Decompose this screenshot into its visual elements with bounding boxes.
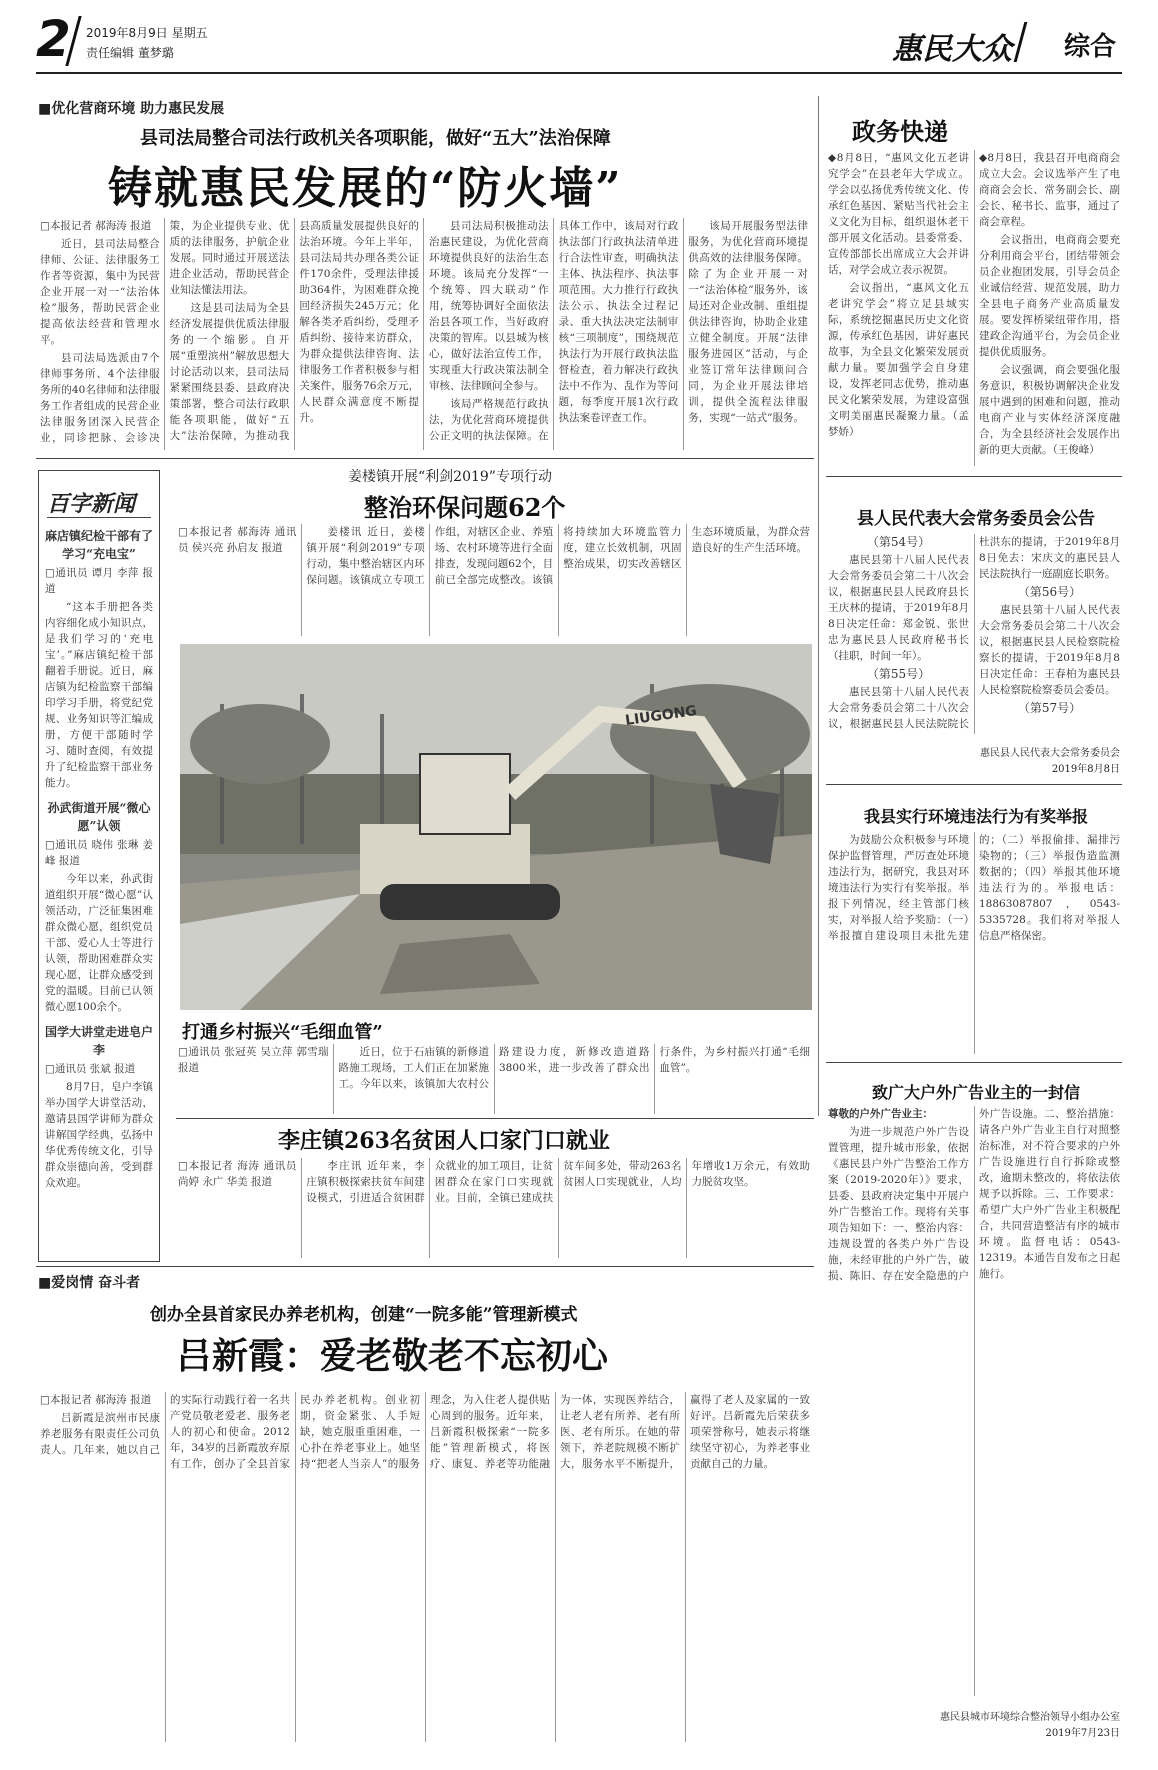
top-para: 该局开展服务型法律服务，为优化营商环境提供高效的法律服务保障。除了为企业开展一对一“法治体检”服务外，该局还对企业改制、重组提供法律咨询，协助企业建立健全制度。开展“法律服务进园区”活动，与企业签订常年法律顾问合同，为企业开展法律培训，提供全流程法律服务，实现“一站式”服务。 <box>688 220 808 424</box>
brief-byline: □通讯员 张斌 报道 <box>45 1063 136 1075</box>
divider <box>826 1062 1122 1063</box>
masthead-rule <box>36 72 1122 74</box>
notice-text: 惠民县第十八届人民代表大会常务委员会第二十八次会议，根据惠民县人民法院院长杜洪东的提请，于2019年8月8日免去：宋庆文的惠民县人民法院执行一庭副庭长职务。 <box>828 536 1120 730</box>
govnews-para: 会议指出，电商商会要充分利用商会平台，团结带领会员企业抱团发展，引导会员企业诚信经营、规范发展，助力全县电子商务产业高质量发展。要发挥桥梁纽带作用，搭建政企沟通平台，为会员企业提供优质服务。 <box>979 234 1120 358</box>
notice-number: （第54号） <box>866 535 931 549</box>
brief-title: 国学大讲堂走进皂户李 <box>45 1025 153 1057</box>
env-title: 整治环保问题62个 <box>364 493 566 522</box>
brief-text: 8月7日，皂户李镇举办国学大讲堂活动，邀请县国学讲师为群众讲解国学经典，弘扬中华优秀传统文化，引导群众崇德向善，受到群众欢迎。 <box>45 1081 153 1189</box>
section-name: 综合 <box>1063 32 1116 62</box>
briefs-header-rule <box>47 517 151 518</box>
report-body <box>828 832 1120 1054</box>
notice-text: 惠民县第十八届人民代表大会常务委员会第二十八次会议，根据惠民县人民检察院检察长的提请，于2019年8月8日决定任命：王春柏为惠民县人民检察院检察委员会委员。 <box>979 604 1120 696</box>
photo-caption-byline: □通讯员 张冠英 吴立萍 郭雪瑞 报道 <box>178 1046 329 1074</box>
top-kicker: 县司法局整合司法行政机关各项职能，做好“五大”法治保障 <box>140 128 611 149</box>
divider <box>36 458 814 459</box>
notice-title: 县人民代表大会常务委员会公告 <box>857 509 1095 529</box>
top-section-label: ■优化营商环境 助力惠民发展 <box>38 101 225 117</box>
divider <box>826 476 1122 477</box>
photo-caption-title: 打通乡村振兴“毛细血管” <box>182 1022 383 1043</box>
govnews-body <box>828 150 1120 466</box>
excavator-photo <box>180 644 812 1010</box>
notice-number: （第56号） <box>1017 585 1082 599</box>
report-text: 为鼓励公众积极参与环境保护监督管理，严厉查处环境违法行为，据研究，我县对环境违法行为实行有奖举报。举报下列情况，经主管部门核实，对举报人给予奖励：（一）举报擅自建设项目未批先建的；（二）举报偷排、漏排污染物的；（三）举报伪造监测数据的；（四）举报其他环境违法行为的。举报电话：18863087807，0543-5335728。我们将对举报人信息严格保密。 <box>828 834 1120 942</box>
brief-text: 今年以来，孙武街道组织开展“微心愿”认领活动，广泛征集困难群众微心愿，组织党员干部、爱心人士等进行认领，帮助困难群众实现心愿，让群众感受到党的温暖。目前已认领微心愿100余个。 <box>45 873 153 1013</box>
env-body <box>178 524 810 636</box>
top-para: 县司法局选派由7个律师事务所、4个法律服务所的40名律师和法律服务工作者组成的民营企业法律服务团深入民营企业，同诊把脉、会诊决策，为企业提供专业、优质的法律服务，护航企业发展。同时通过开展送法进企业活动，帮助民营企业知法懂法用法。 <box>40 220 290 444</box>
letter-salutation: 尊敬的户外广告业主： <box>828 1108 933 1120</box>
env-kicker: 姜楼镇开展“利剑2019”专项行动 <box>348 469 552 485</box>
govnews-title: 政务快递 <box>852 117 948 146</box>
photo-caption-body <box>178 1044 810 1114</box>
brief-title: 麻店镇纪检干部有了学习“充电宝” <box>45 529 153 561</box>
page-number: 2 <box>36 10 71 68</box>
paper-name: 惠民大众 <box>892 32 1012 67</box>
report-title: 我县实行环境违法行为有奖举报 <box>863 807 1088 826</box>
divider <box>176 1118 814 1119</box>
notice-body <box>828 534 1120 734</box>
top-byline: □本报记者 郝海涛 报道 <box>40 220 152 232</box>
env-text: 姜楼讯 近日，姜楼镇开展“利剑2019”专项行动，集中整治辖区内环保问题。该镇成立专项工作组，对辖区企业、养殖场、农村环境等进行全面排查，发现问题62个，目前已全部完成整改。该镇将持续加大环境监管力度，建立长效机制，巩固整治成果，切实改善辖区生态环境质量，为群众营造良好的生产生活环境。 <box>306 526 810 586</box>
notice-number: （第57号） <box>1017 701 1082 715</box>
top-para: 县司法局积极推动法治惠民建设，为优化营商环境提供良好的法治生态环境。该局充分发挥“一个统筹、四大联动”作用，统筹协调好全面依法治县各项工作，当好政府决策的智库。以县城为核心，做好法治宣传工作，实现重大行政决策法制全审核、法律顾问全参与。 <box>428 220 549 392</box>
divider <box>36 1266 814 1267</box>
govnews-para: ◆8月8日，我县召开电商商会成立大会。会议选举产生了电商商会会长、常务副会长、副会长、秘书长、监事，通过了商会章程。 <box>979 152 1120 228</box>
brief-text: “这本手册把各类内容细化成小知识点，是我们学习的‘充电宝’。”麻店镇纪检干部翻着手册说。近日，麻店镇为纪检监察干部编印学习手册，将党纪党规、业务知识等汇编成册，方便干部随时学习、随时查阅，有效提升了纪检监察干部业务能力。 <box>45 601 153 789</box>
briefs-body <box>45 527 153 1251</box>
excavator-brand: LIUGONG <box>624 703 698 729</box>
env-byline: □本报记者 郝海涛 通讯员 侯兴亮 孙启友 报道 <box>178 526 297 554</box>
govnews-para: ◆8月8日，“惠风文化五老讲究学会”在县老年大学成立。学会以弘扬优秀传统文化、传承红色基因、紧贴当代社会主义文化为目标，组织退休老干部开展文化活动。县委常委、宣传部部长出席成立大会并讲话，对学会成立表示祝贺。 <box>828 152 969 276</box>
top-article-body <box>40 218 808 450</box>
divider <box>826 784 1122 785</box>
letter-body <box>828 1106 1120 1696</box>
photo-caption-text: 近日，位于石庙镇的新修道路施工现场，工人们正在加紧施工。今年以来，该镇加大农村公路建设力度，新修改造道路3800米，进一步改善了群众出行条件，为乡村振兴打通“毛细血管”。 <box>338 1046 810 1090</box>
bottom-kicker: 创办全县首家民办养老机构，创建“一院多能”管理新模式 <box>150 1305 578 1325</box>
editor-line: 责任编辑 董梦璐 <box>86 46 174 60</box>
brief-byline: □通讯员 晓伟 张琳 姜峰 报道 <box>45 839 153 867</box>
bottom-text: 吕新霞是滨州市民康养老服务有限责任公司负责人。几年来，她以自己的实际行动践行着一名共产党员敬老爱老、服务老人的初心和使命。2012年，34岁的吕新霞放弃原有工作，创办了全县首家民办养老机构。创业初期，资金紧张、人手短缺，她克服重重困难，一心扑在养老事业上。她坚持“把老人当亲人”的服务理念，为入住老人提供贴心周到的服务。近年来，吕新霞积极探索“一院多能”管理新模式，将医疗、康复、养老等功能融为一体，实现医养结合，让老人老有所养、老有所医、老有所乐。在她的带领下，养老院规模不断扩大，服务水平不断提升，赢得了老人及家属的一致好评。吕新霞先后荣获多项荣誉称号，她表示将继续坚守初心，为养老事业贡献自己的力量。 <box>40 1394 810 1470</box>
top-title: 铸就惠民发展的“防火墙” <box>108 163 623 214</box>
column-divider <box>818 96 819 1116</box>
bottom-section-label: ■爱岗情 奋斗者 <box>38 1275 141 1291</box>
issue-date: 2019年8月9日 星期五 <box>86 26 208 40</box>
poverty-title: 李庄镇263名贫困人口家门口就业 <box>278 1128 610 1154</box>
govnews-para: 会议指出，“惠风文化五老讲究学会”将立足县域实际，系统挖掘惠民历史文化资源，传承红色基因，讲好惠民故事，为全县文化繁荣发展贡献力量。要加强学会自身建设，发挥老同志优势，推动惠民文化繁荣发展，为建设富强文明美丽惠民凝聚力量。（孟梦娇） <box>828 282 969 438</box>
poverty-byline: □本报记者 海涛 通讯员 尚婷 永广 华美 报道 <box>178 1160 297 1188</box>
section-slash <box>1014 22 1028 62</box>
letter-date: 2019年7月23日 <box>1045 1728 1120 1739</box>
poverty-text: 李庄讯 近年来，李庄镇积极探索扶贫车间建设模式，引进适合贫困群众就业的加工项目，让贫困群众在家门口实现就业。目前，全镇已建成扶贫车间多处，带动263名贫困人口实现就业，人均年增收1万余元，有效助力脱贫攻坚。 <box>306 1160 810 1204</box>
brief-title: 孙武街道开展“微心愿”认领 <box>47 801 151 833</box>
top-para: 这是县司法局为全县经济发展提供优质法律服务的一个缩影。自开展“重塑滨州”解放思想大讨论活动以来，县司法局紧紧围绕县委、县政府决策部署，整合司法行政职能各项职能，做好“五大”法治保障，为推动我县高质量发展提供良好的法治环境。今年上半年，县司法局共办理各类公证件170余件，受理法律援助364件，为困难群众挽回经济损失245万元；化解各类矛盾纠纷，受理矛盾纠纷、接待来访群众，为群众提供法律咨询、法律服务工作者积极参与相关案件，服务76余万元，人民群众满意度不断提升。 <box>169 220 419 442</box>
govnews-para: 会议强调，商会要强化服务意识，积极协调解决企业发展中遇到的困难和问题，推动电商产业与实体经济深度融合，为全县经济社会发展作出新的更大贡献。（王俊峰） <box>979 364 1120 456</box>
notice-number: （第55号） <box>866 667 931 681</box>
bottom-title: 吕新霞：爱老敬老不忘初心 <box>176 1335 609 1377</box>
letter-sign: 惠民县城市环境综合整治领导小组办公室 <box>940 1712 1120 1723</box>
photo-illustration <box>180 644 812 1010</box>
briefs-box <box>38 470 160 1262</box>
briefs-header: 百字新闻 <box>47 491 136 517</box>
masthead <box>36 10 1122 70</box>
bottom-byline: □本报记者 郝海涛 报道 <box>40 1394 152 1406</box>
notice-date: 2019年8月8日 <box>1051 764 1120 775</box>
poverty-body <box>178 1158 810 1258</box>
letter-text: 为进一步规范户外广告设置管理，提升城市形象，依据《惠民县户外广告整治工作方案（2019-2020年）》要求，县委、县政府决定集中开展户外广告整治工作。现将有关事项告知如下：一、整治内容：违规设置的各类户外广告设施，未经审批的户外广告，破损、陈旧、存在安全隐患的户外广告设施。二、整治措施：请各户外广告业主自行对照整治标准，对不符合要求的户外广告设施进行自行拆除或整改，逾期未整改的，将依法依规予以拆除。三、工作要求：希望广大户外广告业主积极配合，共同营造整洁有序的城市环境。监督电话：0543-12319。本通告自发布之日起施行。 <box>828 1108 1120 1282</box>
top-para: 该局严格规范行政执法，为优化营商环境提供公正文明的执法保障。在具体工作中，该局对行政执法部门行政执法清单进行合法性审查，明确执法主体、执法程序、执法事项范围。大力推行行政执法公示、执法全过程记录、重大执法决定法制审核“三项制度”，围绕规范执法行为开展行政执法监督检查，着力解决行政执法中不作为、乱作为等问题，每季度开展1次行政执法案卷评查工作。 <box>428 220 679 442</box>
notice-text: 惠民县第十八届人民代表大会常务委员会第二十八次会议，根据惠民县人民政府县长王庆林的提请，于2019年8月8日决定任命：郑金锐、张世忠为惠民县人民政府秘书长（挂职，时间一年）。 <box>828 554 969 662</box>
letter-title: 致广大户外广告业主的一封信 <box>871 1083 1080 1102</box>
brief-byline: □通讯员 谭月 李萍 报道 <box>45 567 153 595</box>
bottom-body <box>40 1392 810 1742</box>
notice-sign: 惠民县人民代表大会常务委员会 <box>980 748 1120 759</box>
top-para: 近日，县司法局整合律师、公证、法律服务工作者等资源，集中为民营企业开展一对一“法治体检”服务，帮助民营企业提高依法经营和管理水平。 <box>40 238 160 346</box>
